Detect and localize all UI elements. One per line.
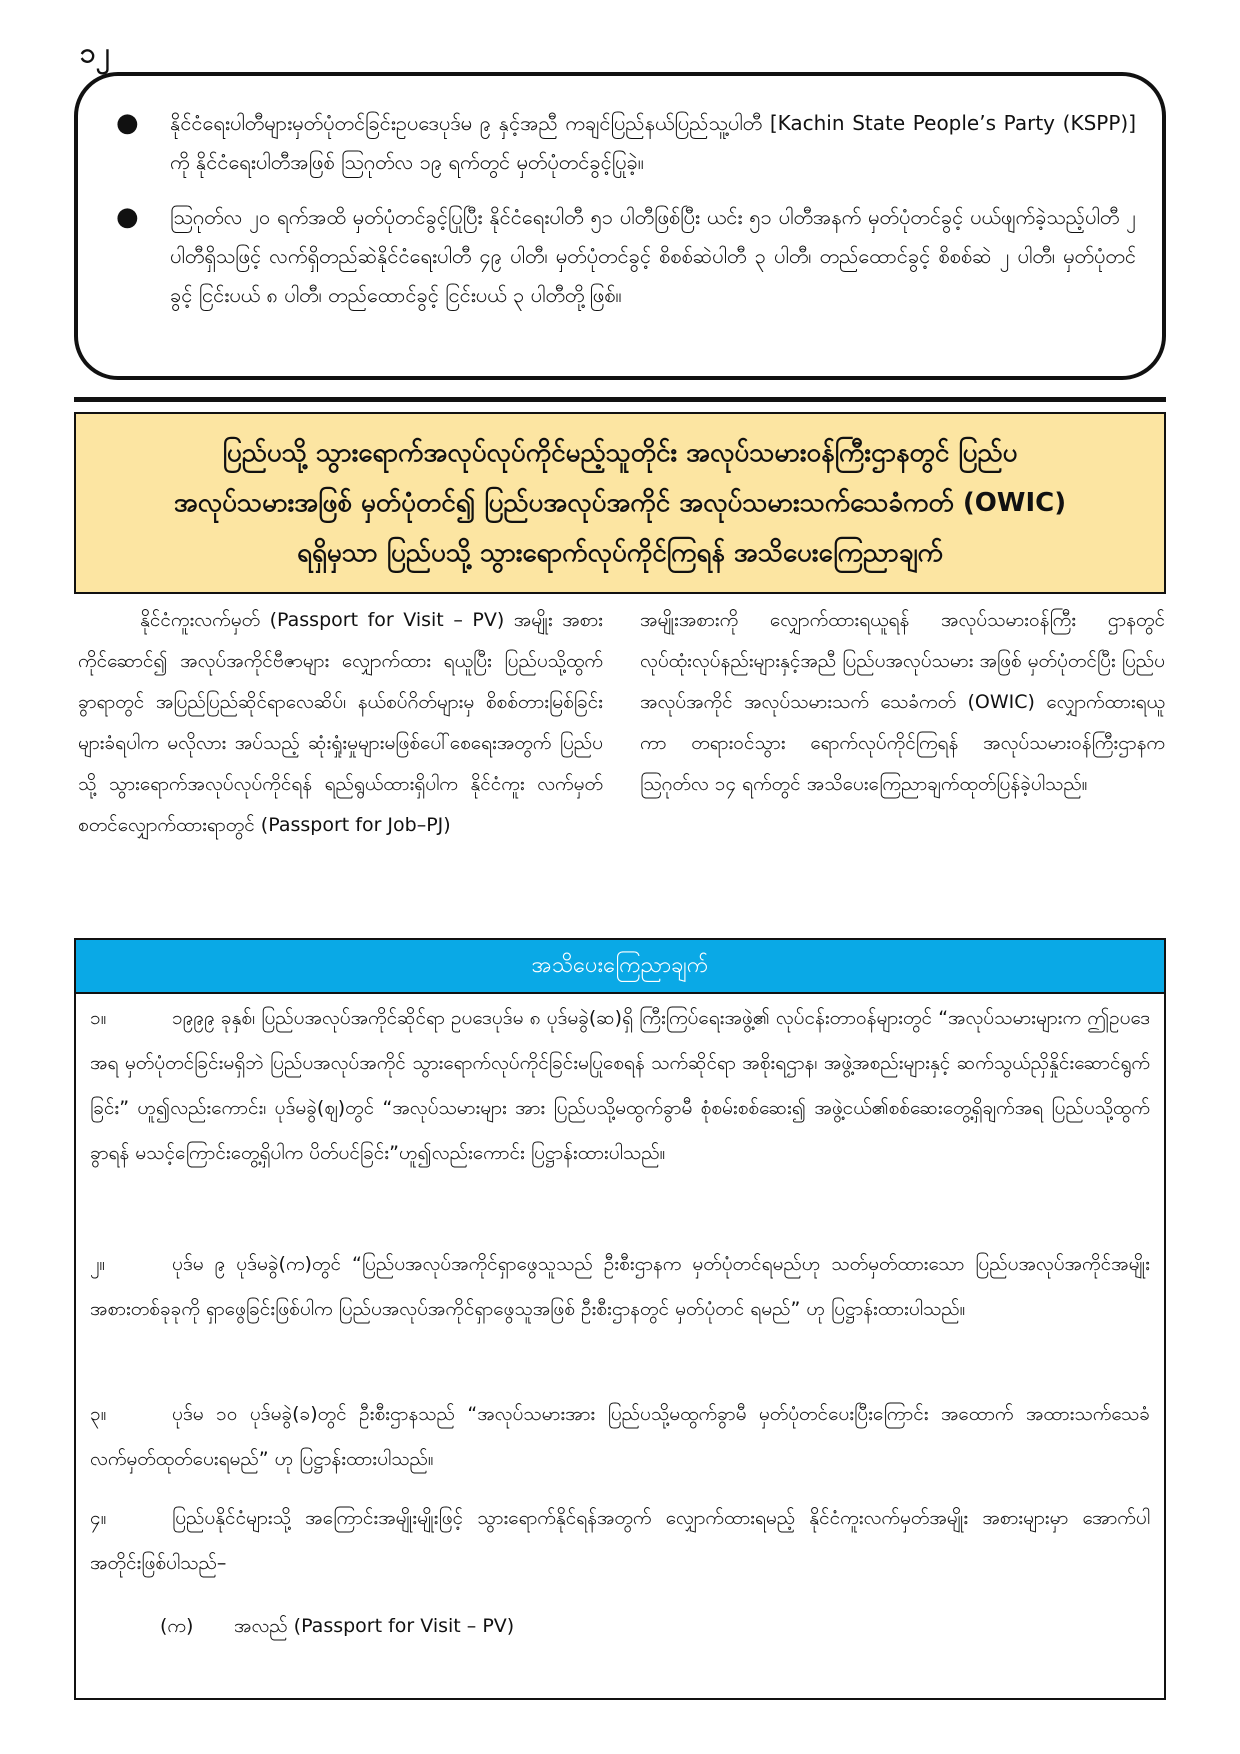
notice-item <box>90 1392 1150 1482</box>
summary-box <box>74 72 1166 380</box>
bullet-icon: ● <box>116 108 139 138</box>
summary-bullet <box>116 104 1136 182</box>
notice-item-text: ၁၉၉၉ ခုနှစ်၊ ပြည်ပအလုပ်အကိုင်ဆိုင်ရာ ဥပဒေပုဒ်မ ၈ ပုဒ်မခွဲ(ဆ)ရှိ ကြီးကြပ်ရေးအဖွဲ့၏ လုပ်ငန်းတာဝန်များတွင် “အလုပ်သမားများက ဤဥပဒေအရ မှတ်ပုံတင်ခြင်းမရှိဘဲ ပြည်ပအလုပ်အကိုင် သွားရောက်လုပ်ကိုင်ခြင်းမပြုစေရန် သက်ဆိုင်ရာ အစိုးရဌာန၊ အဖွဲ့အစည်းများနှင့် ဆက်သွယ်ညှိနှိုင်းဆောင်ရွက်ခြင်း” ဟူ၍လည်းကောင်း၊ ပုဒ်မခွဲ(ဈ)တွင် “အလုပ်သမားများ အား ပြည်ပသို့မထွက်ခွာမီ စုံစမ်းစစ်ဆေး၍ အဖွဲ့ငယ်၏စစ်ဆေးတွေ့ရှိချက်အရ ပြည်ပသို့ထွက်ခွာရန် မသင့်ကြောင်းတွေ့ရှိပါက ပိတ်ပင်ခြင်း”ဟူ၍လည်းကောင်း ပြဋ္ဌာန်းထားပါသည်။ <box>90 1007 1150 1164</box>
summary-bullet-text: ဩဂုတ်လ ၂၀ ရက်အထိ မှတ်ပုံတင်ခွင့်ပြုပြီး နိုင်ငံရေးပါတီ ၅၁ ပါတီဖြစ်ပြီး ယင်း ၅၁ ပါတီအနက် မှတ်ပုံတင်ခွင့် ပယ်ဖျက်ခဲ့သည့်ပါတီ ၂ ပါတီရှိသဖြင့် လက်ရှိတည်ဆဲနိုင်ငံရေးပါတီ ၄၉ ပါတီ၊ မှတ်ပုံတင်ခွင့် စိစစ်ဆဲပါတီ ၃ ပါတီ၊ တည်ထောင်ခွင့် စိစစ်ဆဲ ၂ ပါတီ၊ မှတ်ပုံတင်ခွင့် ငြင်းပယ် ၈ ပါတီ၊ တည်ထောင်ခွင့် ငြင်းပယ် ၃ ပါတီတို့ဖြစ်။ <box>170 205 1136 307</box>
intro-left-text: နိုင်ငံကူးလက်မှတ် (Passport for Visit – PV) အမျိုး အစားကိုင်ဆောင်၍ အလုပ်အကိုင်ဗီဇာများ လျှောက်ထား ရယူပြီး ပြည်ပသို့ထွက်ခွာရာတွင် အပြည်ပြည်ဆိုင်ရာလေဆိပ်၊ နယ်စပ်ဂိတ်များမှ စိစစ်တားမြစ်ခြင်းများခံရပါက မလိုလား အပ်သည့် ဆုံးရှုံးမှုများမဖြစ်ပေါ်စေရေးအတွက် ပြည်ပသို့ သွားရောက်အလုပ်လုပ်ကိုင်ရန် ရည်ရွယ်ထားရှိပါက နိုင်ငံကူး လက်မှတ် စတင်လျှောက်ထားရာတွင် (Passport for Job–PJ) <box>78 609 603 836</box>
notice-title: အသိပေးကြေညာချက် <box>76 940 1164 994</box>
notice-box <box>74 938 1166 1700</box>
notice-item-number: ၂။ <box>90 1253 106 1275</box>
divider <box>74 397 1166 402</box>
notice-item-text: ပြည်ပနိုင်ငံများသို့ အကြောင်းအမျိုးမျိုးဖြင့် သွားရောက်နိုင်ရန်အတွက် လျှောက်ထားရမည့် နိုင်ငံကူးလက်မှတ်အမျိုး အစားများမှာ အောက်ပါအတိုင်းဖြစ်ပါသည်– <box>90 1507 1150 1574</box>
summary-bullet <box>116 198 1136 315</box>
notice-sub-item-text: အလည် (Passport for Visit – PV) <box>234 1615 515 1637</box>
notice-sub-item <box>160 1604 514 1649</box>
intro-left-column <box>78 600 603 846</box>
headline-line: ရရှိမှသာ ပြည်ပသို့ သွားရောက်လုပ်ကိုင်ကြရန် အသိပေးကြေညာချက် <box>297 538 943 568</box>
summary-bullet-text: နိုင်ငံရေးပါတီများမှတ်ပုံတင်ခြင်းဥပဒေပုဒ်မ ၉ နှင့်အညီ ကချင်ပြည်နယ်ပြည်သူ့ပါတီ [Kachin State People’s Party (KSPP)] ကို နိုင်ငံရေးပါတီအဖြစ် ဩဂုတ်လ ၁၉ ရက်တွင် မှတ်ပုံတင်ခွင့်ပြုခဲ့။ <box>170 111 1136 174</box>
notice-item-number: ၄။ <box>90 1507 107 1529</box>
headline-line: ပြည်ပသို့ သွားရောက်အလုပ်လုပ်ကိုင်မည့်သူတိုင်း အလုပ်သမားဝန်ကြီးဌာနတွင် ပြည်ပ <box>222 438 1018 468</box>
bullet-icon: ● <box>116 202 139 232</box>
page-number: ၁၂ <box>80 36 110 69</box>
notice-item <box>90 1496 1150 1586</box>
notice-item <box>90 996 1150 1176</box>
notice-item-text: ပုဒ်မ ၉ ပုဒ်မခွဲ(က)တွင် “ပြည်ပအလုပ်အကိုင်ရှာဖွေသူသည် ဦးစီးဌာနက မှတ်ပုံတင်ရမည်ဟု သတ်မှတ်ထားသော ပြည်ပအလုပ်အကိုင်အမျိုးအစားတစ်ခုခုကို ရှာဖွေခြင်းဖြစ်ပါက ပြည်ပအလုပ်အကိုင်ရှာဖွေသူအဖြစ် ဦးစီးဌာနတွင် မှတ်ပုံတင် ရမည်” ဟု ပြဋ္ဌာန်းထားပါသည်။ <box>90 1253 1150 1320</box>
notice-item-text: ပုဒ်မ ၁၀ ပုဒ်မခွဲ(ခ)တွင် ဦးစီးဌာနသည် “အလုပ်သမားအား ပြည်ပသို့မထွက်ခွာမီ မှတ်ပုံတင်ပေးပြီးကြောင်း အထောက် အထားသက်သေခံလက်မှတ်ထုတ်ပေးရမည်” ဟု ပြဋ္ဌာန်းထားပါသည်။ <box>90 1403 1150 1470</box>
notice-item <box>90 1242 1150 1332</box>
headline-line: အလုပ်သမားအဖြစ် မှတ်ပုံတင်၍ ပြည်ပအလုပ်အကိုင် အလုပ်သမားသက်သေခံကတ် (OWIC) <box>173 488 1067 518</box>
headline-box <box>74 412 1166 594</box>
notice-sub-item-number: (က) <box>160 1615 194 1637</box>
intro-right-column: အမျိုးအစားကို လျှောက်ထားရယူရန် အလုပ်သမားဝန်ကြီး ဌာနတွင် လုပ်ထုံးလုပ်နည်းများနှင့်အညီ ပြည်ပအလုပ်သမား အဖြစ် မှတ်ပုံတင်ပြီး ပြည်ပအလုပ်အကိုင် အလုပ်သမားသက် သေခံကတ် (OWIC) လျှောက်ထားရယူကာ တရားဝင်သွား ရောက်လုပ်ကိုင်ကြရန် အလုပ်သမားဝန်ကြီးဌာနက ဩဂုတ်လ ၁၄ ရက်တွင် အသိပေးကြေညာချက်ထုတ်ပြန်ခဲ့ပါသည်။ <box>640 609 1166 795</box>
notice-item-number: ၃။ <box>90 1403 107 1425</box>
notice-item-number: ၁။ <box>90 1007 107 1029</box>
